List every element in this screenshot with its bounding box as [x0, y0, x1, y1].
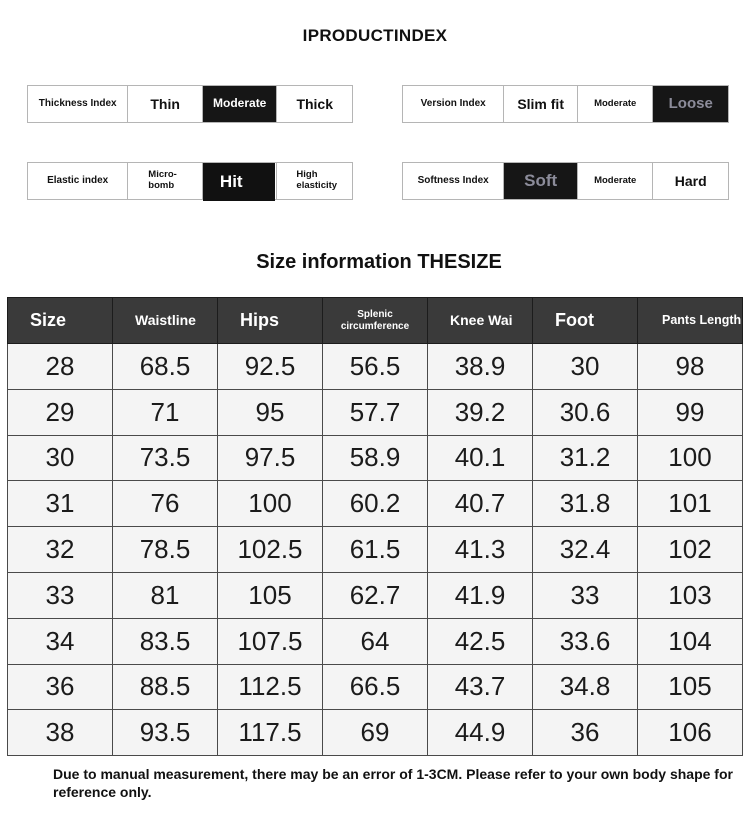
header-hips: Hips [218, 298, 323, 344]
softness-index-label: Softness Index [403, 163, 504, 199]
softness-option-soft: Soft [504, 163, 578, 199]
elastic-index [27, 162, 353, 200]
header-knee-wai: Knee Wai [428, 298, 533, 344]
cell-waistline: 73.5 [113, 435, 218, 481]
cell-knee-wai: 43.7 [428, 664, 533, 710]
cell-pants-length: 106 [638, 710, 743, 756]
table-row [8, 618, 743, 664]
version-index [402, 85, 729, 123]
thickness-option-thick: Thick [296, 95, 334, 112]
cell-knee-wai: 40.1 [428, 435, 533, 481]
cell-knee-wai: 39.2 [428, 389, 533, 435]
cell-waistline: 88.5 [113, 664, 218, 710]
table-row [8, 435, 743, 481]
table-row [8, 389, 743, 435]
version-index-label: Version Index [403, 86, 504, 122]
cell-size: 34 [8, 618, 113, 664]
cell-splenic-circumference: 58.9 [323, 435, 428, 481]
header-waistline: Waistline [113, 298, 218, 344]
thickness-index-label: Thickness Index [28, 86, 128, 122]
cell-size: 36 [8, 664, 113, 710]
elastic-option-micro-bomb [128, 163, 203, 199]
cell-size: 33 [8, 572, 113, 618]
cell-foot: 31.8 [533, 481, 638, 527]
cell-hips: 105 [218, 572, 323, 618]
thickness-index [27, 85, 353, 123]
version-option-moderate: Moderate [578, 86, 654, 122]
cell-waistline: 76 [113, 481, 218, 527]
cell-hips: 107.5 [218, 618, 323, 664]
cell-pants-length: 99 [638, 389, 743, 435]
size-table [7, 297, 743, 756]
version-option-loose: Loose [653, 86, 728, 122]
size-info-title: Size information THESIZE [256, 251, 502, 273]
header-splenic-circumference: Splenic circumference [323, 298, 428, 344]
cell-pants-length: 100 [638, 435, 743, 481]
table-row [8, 572, 743, 618]
measurement-note: Due to manual measurement, there may be an error of 1-3CM. Please refer to your own body shape for reference only. [53, 766, 733, 800]
cell-foot: 33 [533, 572, 638, 618]
cell-pants-length: 103 [638, 572, 743, 618]
elastic-option-micro-bomb-text: Micro- bomb [148, 169, 177, 191]
cell-foot: 30 [533, 344, 638, 390]
table-row [8, 527, 743, 573]
header-foot: Foot [533, 298, 638, 344]
table-row [8, 481, 743, 527]
cell-splenic-circumference: 57.7 [323, 389, 428, 435]
cell-waistline: 81 [113, 572, 218, 618]
cell-splenic-circumference: 69 [323, 710, 428, 756]
thickness-option-thin: Thin [128, 86, 203, 122]
cell-pants-length: 101 [638, 481, 743, 527]
version-option-slim-fit: Slim fit [504, 86, 578, 122]
cell-splenic-circumference: 56.5 [323, 344, 428, 390]
cell-knee-wai: 41.9 [428, 572, 533, 618]
header-size: Size [8, 298, 113, 344]
cell-hips: 92.5 [218, 344, 323, 390]
cell-foot: 30.6 [533, 389, 638, 435]
cell-hips: 95 [218, 389, 323, 435]
elastic-option-high-elasticity [277, 163, 352, 199]
cell-size: 32 [8, 527, 113, 573]
cell-size: 31 [8, 481, 113, 527]
cell-pants-length: 102 [638, 527, 743, 573]
cell-size: 38 [8, 710, 113, 756]
cell-splenic-circumference: 64 [323, 618, 428, 664]
softness-option-moderate: Moderate [578, 163, 654, 199]
thickness-option-moderate: Moderate [203, 86, 278, 122]
cell-pants-length: 104 [638, 618, 743, 664]
cell-hips: 112.5 [218, 664, 323, 710]
cell-knee-wai: 41.3 [428, 527, 533, 573]
size-table-body [8, 344, 743, 756]
cell-foot: 33.6 [533, 618, 638, 664]
elastic-index-label: Elastic index [28, 163, 128, 199]
cell-splenic-circumference: 62.7 [323, 572, 428, 618]
elastic-option-hit [203, 163, 277, 199]
softness-index [402, 162, 729, 200]
cell-foot: 31.2 [533, 435, 638, 481]
cell-hips: 117.5 [218, 710, 323, 756]
cell-splenic-circumference: 60.2 [323, 481, 428, 527]
cell-size: 28 [8, 344, 113, 390]
elastic-option-hit-label: Hit [203, 163, 275, 201]
cell-knee-wai: 40.7 [428, 481, 533, 527]
cell-waistline: 93.5 [113, 710, 218, 756]
cell-hips: 102.5 [218, 527, 323, 573]
cell-waistline: 78.5 [113, 527, 218, 573]
elastic-option-high-elasticity-text: High elasticity [296, 169, 338, 191]
cell-size: 29 [8, 389, 113, 435]
header-pants-length: Pants Length [638, 298, 743, 344]
table-row [8, 710, 743, 756]
cell-splenic-circumference: 61.5 [323, 527, 428, 573]
cell-waistline: 83.5 [113, 618, 218, 664]
softness-option-hard: Hard [674, 172, 707, 189]
cell-foot: 32.4 [533, 527, 638, 573]
cell-knee-wai: 44.9 [428, 710, 533, 756]
table-row [8, 344, 743, 390]
cell-knee-wai: 42.5 [428, 618, 533, 664]
cell-hips: 97.5 [218, 435, 323, 481]
cell-foot: 34.8 [533, 664, 638, 710]
cell-hips: 100 [218, 481, 323, 527]
cell-splenic-circumference: 66.5 [323, 664, 428, 710]
cell-waistline: 71 [113, 389, 218, 435]
cell-pants-length: 105 [638, 664, 743, 710]
size-table-header-row [8, 298, 743, 344]
cell-foot: 36 [533, 710, 638, 756]
cell-waistline: 68.5 [113, 344, 218, 390]
table-row [8, 664, 743, 710]
page-title: IPRODUCTINDEX [302, 26, 448, 45]
cell-pants-length: 98 [638, 344, 743, 390]
cell-knee-wai: 38.9 [428, 344, 533, 390]
cell-size: 30 [8, 435, 113, 481]
